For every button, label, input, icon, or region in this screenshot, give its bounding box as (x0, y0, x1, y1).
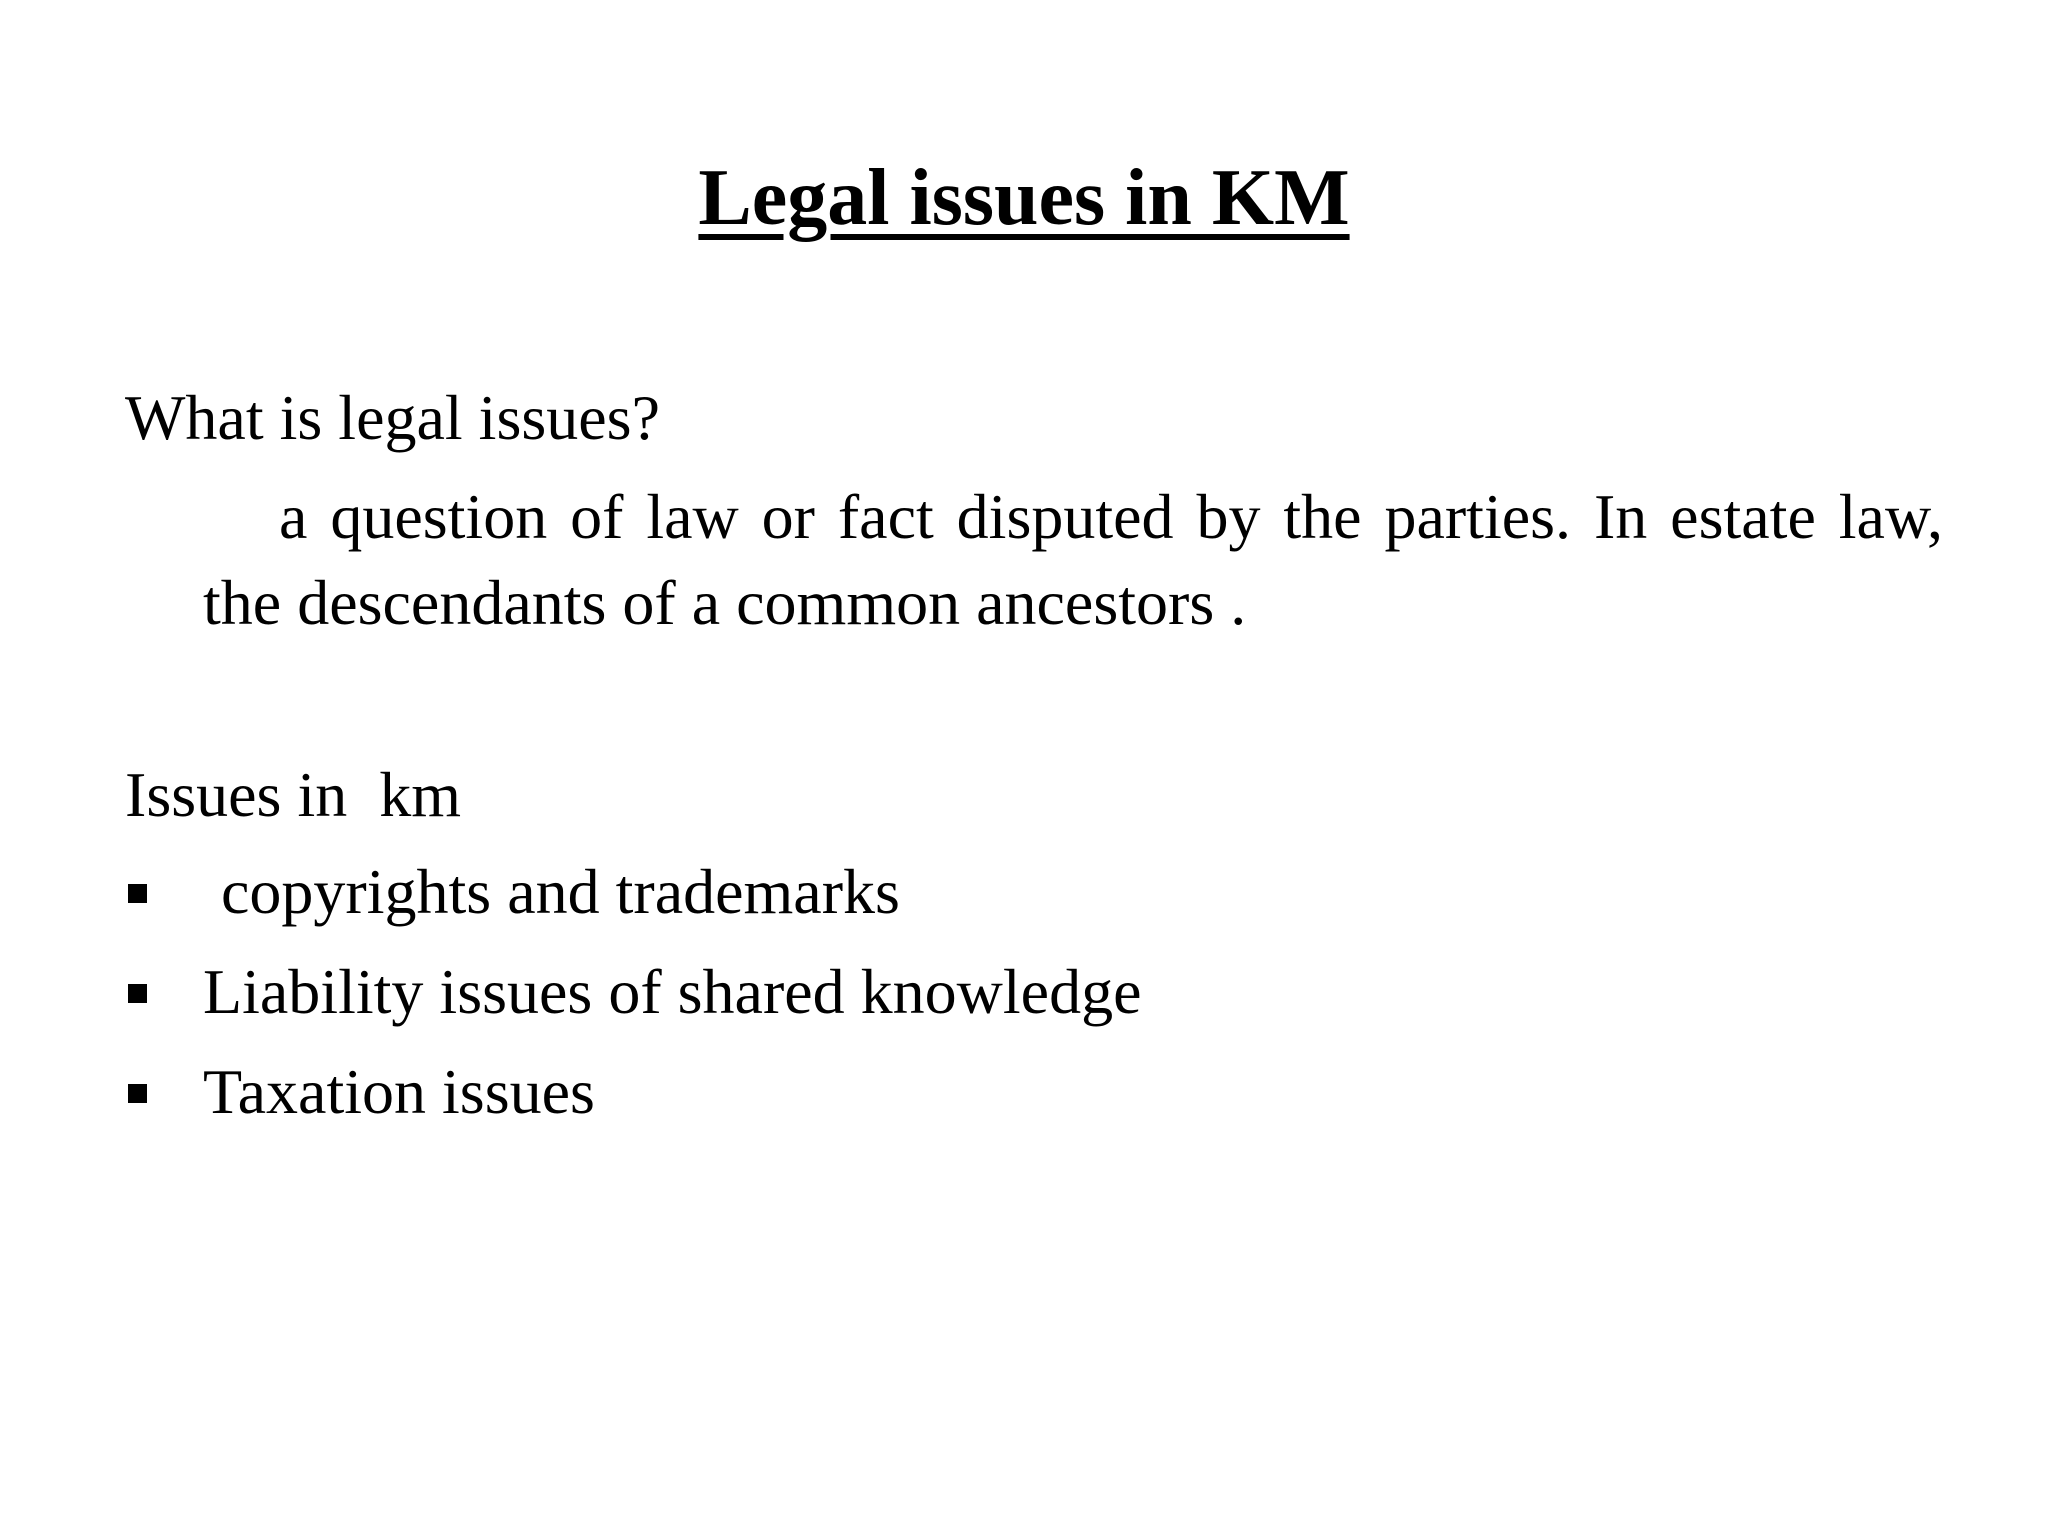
list-item-label: Liability issues of shared knowledge (203, 956, 1142, 1027)
question-heading: What is legal issues? (125, 382, 660, 453)
list-item (125, 1052, 1141, 1152)
list-item (125, 952, 1141, 1052)
slide-title: Legal issues in KM (698, 154, 1350, 242)
list-item-label: copyrights and trademarks (221, 856, 900, 927)
list-item (125, 852, 1141, 952)
list-item-label: Taxation issues (203, 1056, 595, 1127)
square-bullet-icon (128, 984, 147, 1003)
square-bullet-icon (128, 1084, 147, 1103)
square-bullet-icon (128, 884, 147, 903)
issues-heading: Issues in km (125, 759, 461, 830)
definition-text: a question of law or fact disputed by the parties. In estate law, the descendants of a common ancestors . (203, 481, 1943, 638)
issues-list (125, 852, 1141, 1152)
